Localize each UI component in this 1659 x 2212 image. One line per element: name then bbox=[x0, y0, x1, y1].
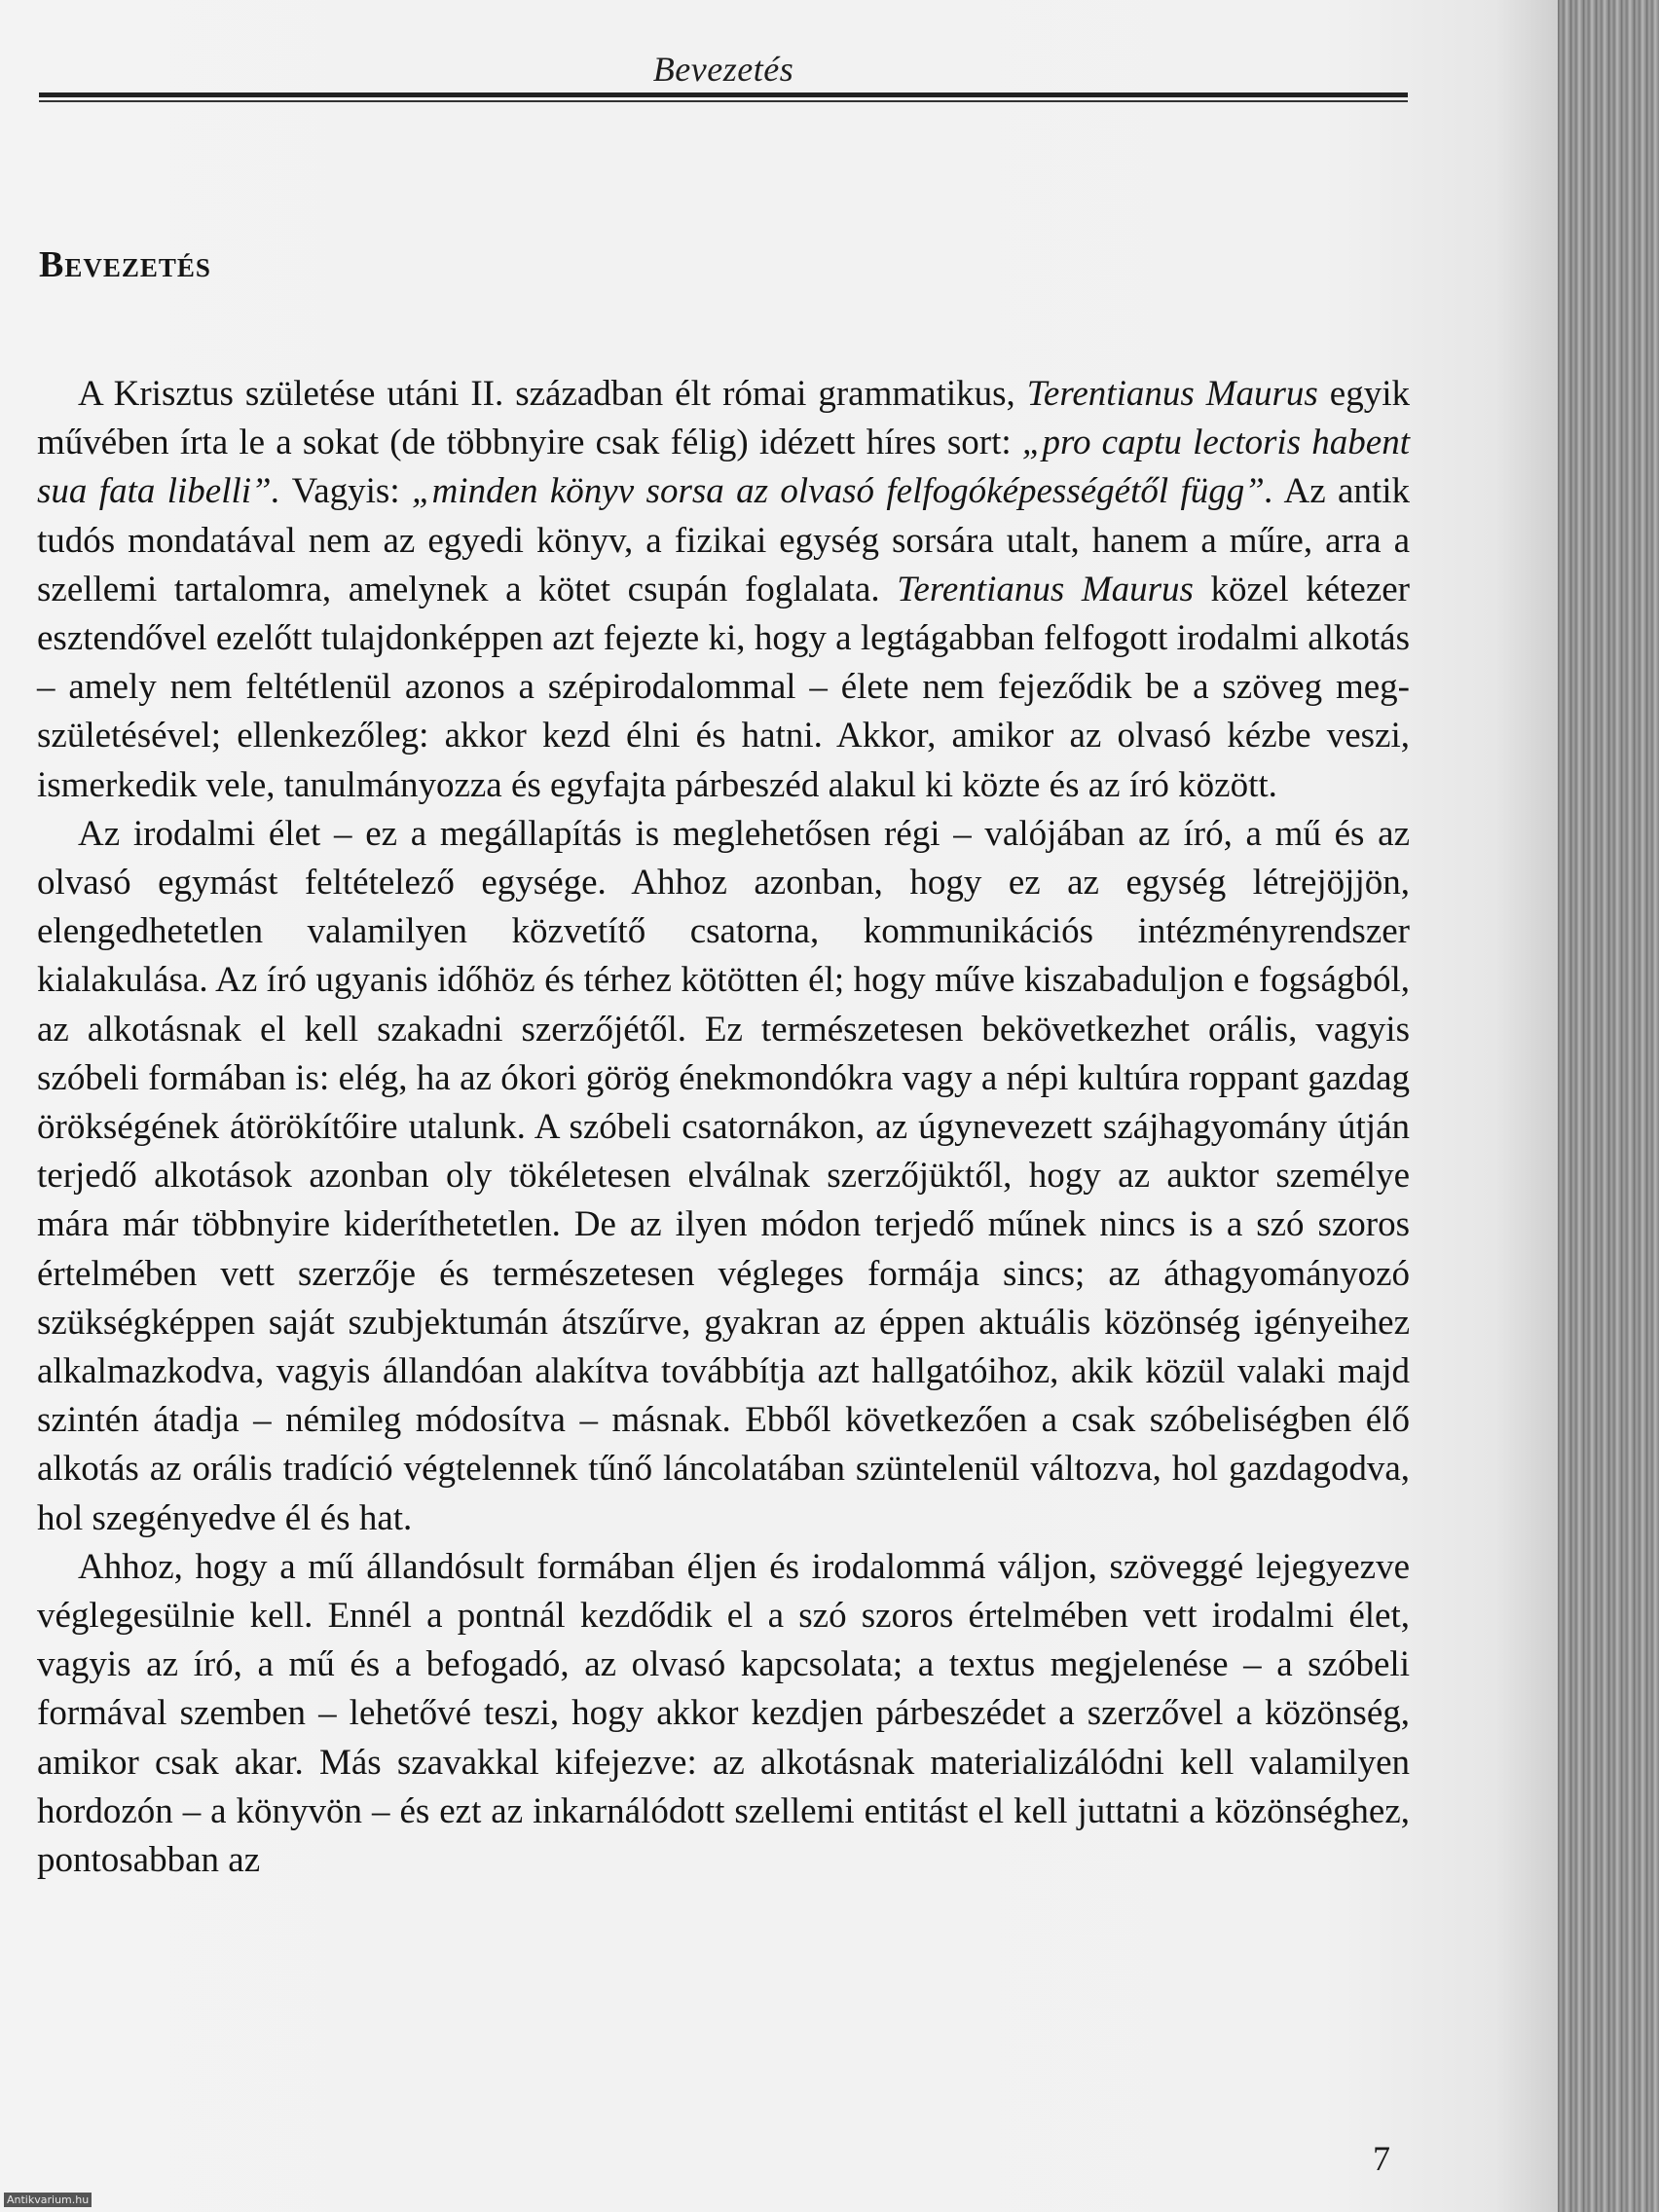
running-head: Bevezetés bbox=[652, 50, 794, 89]
italic-run: Terentianus Maurus bbox=[1026, 374, 1318, 414]
book-edge bbox=[1558, 0, 1659, 2212]
page-number: 7 bbox=[1373, 2139, 1390, 2178]
header-rule-thin bbox=[39, 100, 1408, 102]
italic-run: „pro captu lectoris habent sua fata libelli”. bbox=[37, 423, 1410, 512]
text-run: Ahhoz, hogy a mű állandósult formában éljen és irodalommá váljon, szöveggé lejegyezve véglegesülnie kell. Ennél a pontnál kezdődik el a szó szoros értelmében vett irodalmi élet, vagyis az író, a mű és a befogadó, az olvasó kapcsolata; a textus megjelenése – a szóbeli formával szemben – lehetővé teszi, hogy akkor kezdjen párbeszédet a szerzővel a közönség, amikor csak akar. Más szavakkal kifejezve: az alkotásnak materializálódni kell valamilyen hordozón – a könyvön – és ezt az inkarnálódott szellemi entitást el kell juttatni a közönséghez, pontosabban az bbox=[37, 1546, 1410, 1881]
italic-run: Terentianus Maurus bbox=[897, 569, 1194, 609]
paragraph-1 bbox=[37, 370, 1410, 810]
text-run: A Krisztus születése utáni II. században élt római grammatikus, bbox=[78, 374, 1027, 414]
text-run: Az antik tudós mondatával nem az egyedi könyv, a fizikai egység sorsára utalt, hanem a műre, arra a szellemi tartalomra, amelynek a kötet csupán foglalata. bbox=[37, 471, 1410, 609]
text-run: Az irodalmi élet – ez a megállapítás is meglehetősen régi – valójában az író, a mű és az olvasó egymást feltételező egysége. Ahhoz azonban, hogy ez az egység létrejöjjön, elengedhetetlen valamilyen közvetítő csatorna, kommunikációs intézményrendszer kialakulása. Az író ugyanis időhöz és térhez kötötten él; hogy műve kiszabaduljon e fogságból, az alkotásnak el kell szakadni szerzőjétől. Ez természetesen bekövetkezhet orális, vagyis szóbeli formában is: elég, ha az ókori görög énekmondókra vagy a népi kultúra roppant gazdag örökségének átörökítőire utalunk. A szóbeli csatornákon, az úgynevezett szájhagyomány útján terjedő alkotások azonban oly tökéletesen elválnak szerzőjüktől, hogy az auktor személye mára már többnyire kideríthetetlen. De az ilyen módon terjedő műnek nincs is a szó szoros értelmében vett szerzője és természetesen végleges formája sincs; az áthagyományozó szükségképpen saját szubjektumán átszűrve, gyakran az éppen aktuális közönség igényeihez alkalmazkodva, vagyis állandóan alakítva továbbítja azt hallgatóihoz, akik közül valaki majd szintén átadja – némileg módosítva – másnak. Ebből következően a csak szóbeliségben élő alkotás az orális tradíció végtelennek tűnő láncolatában szüntelenül változva, hol gazdagodva, hol szegényedve él és hat. bbox=[37, 813, 1410, 1538]
paragraph-3 bbox=[37, 1543, 1410, 1885]
paragraph-2 bbox=[37, 810, 1410, 1543]
header-rule bbox=[39, 92, 1408, 97]
text-run: közel kétezer esztendővel ezelőtt tulajdonképpen azt fejezte ki, hogy a legtágabban felfogott irodalmi alkotás – amely nem feltétlenül azonos a szépirodalommal – élete nem fejeződik be a szöveg megszületésével; ellenkezőleg: akkor kezd élni és hatni. Akkor, amikor az olvasó kézbe veszi, ismerkedik vele, tanulmányozza és egyfajta párbeszéd alakul ki közte és az író között. bbox=[37, 569, 1410, 805]
section-title: Bevezetés bbox=[39, 244, 211, 285]
body-text bbox=[37, 370, 1410, 1885]
italic-run: „minden könyv sorsa az olvasó felfogóképességétől függ”. bbox=[412, 471, 1274, 512]
text-run: Vagyis: bbox=[279, 471, 412, 512]
text-run: egyik művében írta le a sokat (de többnyire csak félig) idézett híres sort: bbox=[37, 374, 1411, 463]
watermark: Antikvarium.hu bbox=[4, 2193, 92, 2207]
